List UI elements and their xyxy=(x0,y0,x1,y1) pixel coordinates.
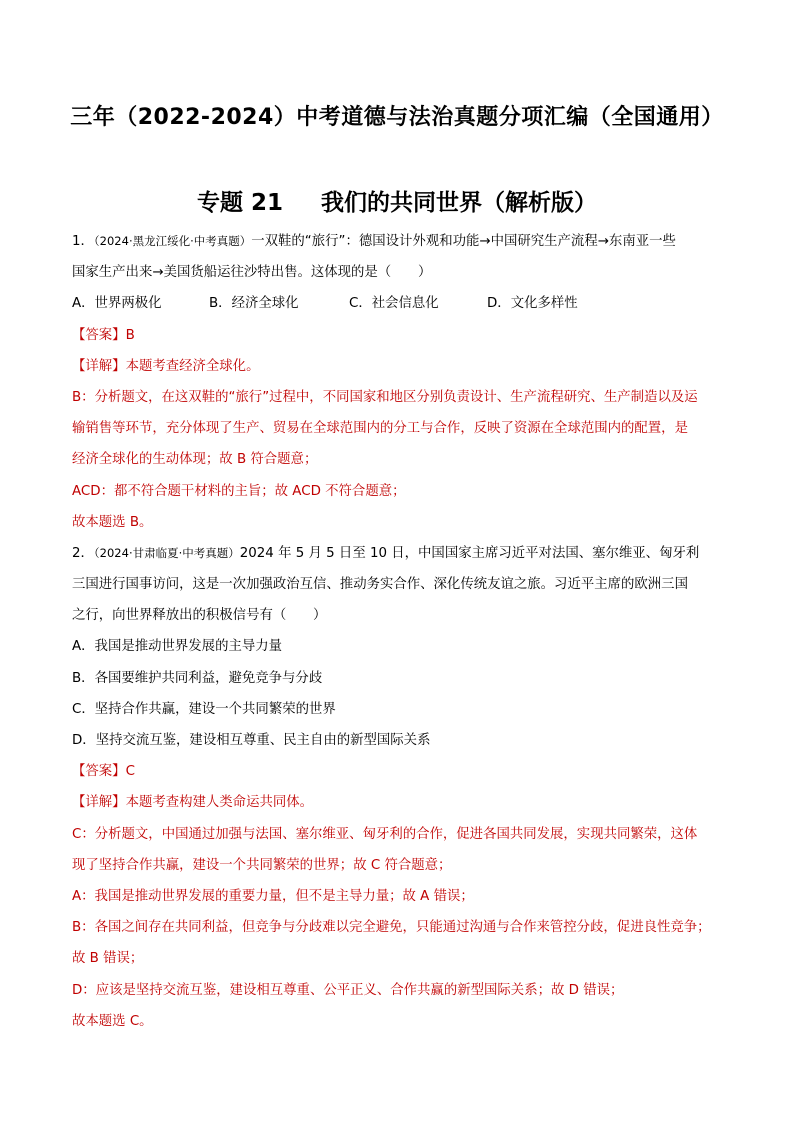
q2-detail-line-1: C：分析题文，中国通过加强与法国、塞尔维亚、匈牙利的合作，促进各国共同发展，实现共同繁荣，这体 xyxy=(72,826,698,842)
q2-answer xyxy=(72,756,722,787)
q1-answer-tag: 【答案】 xyxy=(72,327,126,343)
q2-detail-line-4: B：各国之间存在共同利益，但竞争与分歧难以完全避免，只能通过沟通与合作来管控分歧，促进良性竞争； xyxy=(72,920,711,936)
q2-detail-tag: 【详解】 xyxy=(72,795,126,811)
topic-number: 专题 21 xyxy=(196,190,283,216)
q1-source: （2024·黑龙江绥化·中考真题） xyxy=(93,234,252,248)
q1-detail-line-3: 经济全球化的生动体现；故 B 符合题意； xyxy=(72,452,318,468)
q1-detail-tag: 【详解】 xyxy=(72,358,126,374)
q2-detail-line-2: 现了坚持合作共赢，建设一个共同繁荣的世界；故 C 符合题意； xyxy=(72,857,452,873)
q1-detail-intro-text: 本题考查经济全球化。 xyxy=(125,358,260,374)
q2-answer-value: C xyxy=(125,764,135,780)
q1-detail-line-2: 输销售等环节，充分体现了生产、贸易在全球范围内的分工与合作，反映了资源在全球范围内的配置，是 xyxy=(72,421,688,437)
document-subtitle xyxy=(0,184,794,217)
document-content xyxy=(72,226,722,1037)
q1-answer-value: B xyxy=(125,327,135,343)
q2-option-d: D．坚持交流互鉴，建设相互尊重、民主自由的新型国际关系 xyxy=(72,733,431,748)
document-title: 三年（2022-2024）中考道德与法治真题分项汇编（全国通用） xyxy=(70,105,724,130)
q2-number: 2． xyxy=(72,545,94,561)
q1-option-b: B．经济全球化 xyxy=(209,296,299,312)
q2-detail-line-7: 故本题选 C。 xyxy=(72,1013,153,1029)
q2-source: （2024·甘肃临夏·中考真题） xyxy=(93,545,240,560)
q1-option-a: A．世界两极化 xyxy=(72,296,162,312)
q1-option-d: D．文化多样性 xyxy=(487,296,578,312)
q1-stem-line-2: 国家生产出来→美国货船运往沙特出售。这体现的是（ ） xyxy=(72,265,432,281)
q2-detail-intro-text: 本题考查构建人类命运共同体。 xyxy=(125,795,314,811)
q2-option-c: C．坚持合作共赢，建设一个共同繁荣的世界 xyxy=(72,701,336,717)
q1-detail-line-5: 故本题选 B。 xyxy=(72,514,153,530)
q1-detail-intro xyxy=(72,351,722,382)
q2-stem-line-1 xyxy=(72,538,722,569)
q2-detail-intro xyxy=(72,787,722,818)
q2-option-a: A．我国是推动世界发展的主导力量 xyxy=(72,639,283,655)
q1-detail-line-1: B：分析题文，在这双鞋的“旅行”过程中，不同国家和地区分别负责设计、生产流程研究、生产制造以及运 xyxy=(72,389,698,405)
q2-detail-line-5: 故 B 错误； xyxy=(72,951,144,967)
q1-option-c: C．社会信息化 xyxy=(349,296,439,312)
topic-title: 我们的共同世界（解析版） xyxy=(321,190,597,216)
q1-number: 1． xyxy=(72,234,94,249)
q2-stem-line-3: 之行，向世界释放出的积极信号有（ ） xyxy=(72,608,327,624)
q2-detail-line-3: A：我国是推动世界发展的重要力量，但不是主导力量；故 A 错误； xyxy=(72,888,474,904)
q1-detail-line-4: ACD：都不符合题干材料的主旨；故 ACD 不符合题意； xyxy=(72,483,406,499)
q1-stem-text: 一双鞋的“旅行”：德国设计外观和功能→中国研究生产流程→东南亚一些 xyxy=(251,234,676,249)
q2-detail-line-6: D：应该是坚持交流互鉴，建设相互尊重、公平正义、合作共赢的新型国际关系；故 D 错误； xyxy=(72,982,624,998)
q1-stem-line-1 xyxy=(72,226,722,257)
q1-answer xyxy=(72,320,722,351)
q1-options xyxy=(72,288,722,319)
q2-option-b: B．各国要维护共同利益，避免竞争与分歧 xyxy=(72,670,323,686)
q2-answer-tag: 【答案】 xyxy=(72,764,126,780)
q2-stem-line-2: 三国进行国事访问，这是一次加强政治互信、推动务实合作、深化传统友谊之旅。习近平主席的欧洲三国 xyxy=(72,577,688,593)
q2-stem-text: 2024 年 5 月 5 日至 10 日，中国国家主席习近平对法国、塞尔维亚、匈牙利 xyxy=(239,545,700,561)
